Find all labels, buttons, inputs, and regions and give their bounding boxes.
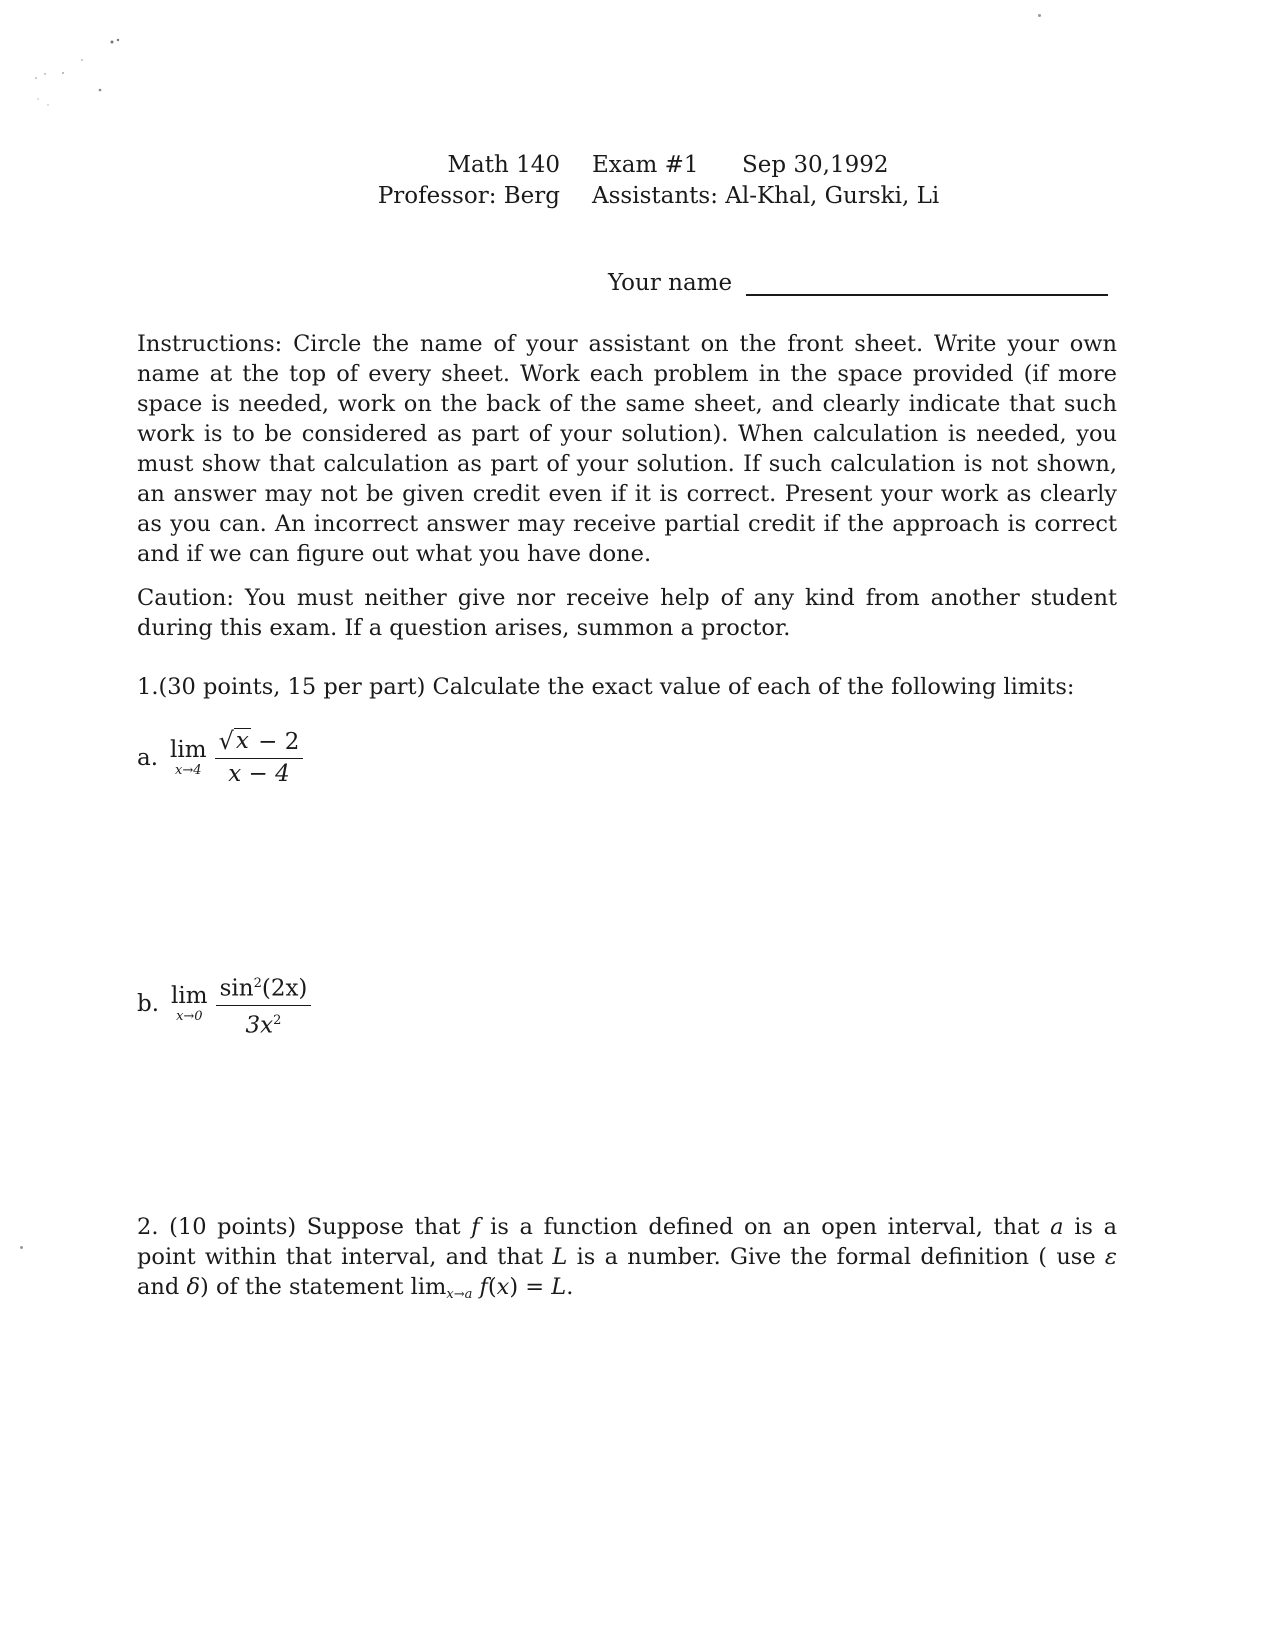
q2-var-a: a [1050, 1214, 1064, 1240]
denominator-power: 2 [273, 1012, 282, 1028]
student-name-field[interactable] [608, 270, 1108, 296]
q2-lim-subscript: x→a [446, 1287, 473, 1302]
header-row-2 [355, 181, 939, 212]
question-1-prompt: 1.(30 points, 15 per part) Calculate the exact value of each of the following limits: [137, 674, 1075, 700]
scan-speck [20, 1246, 23, 1249]
denominator-term: 3x [245, 1012, 274, 1039]
limit-operator [170, 738, 207, 778]
radicand: x [235, 728, 249, 754]
q2-var-L: L [552, 1244, 568, 1270]
name-underline[interactable] [746, 276, 1108, 296]
course-name: Math 140 [447, 152, 560, 178]
q2-text: . [566, 1274, 574, 1300]
q2-text: ) = [509, 1274, 552, 1300]
fraction [216, 970, 312, 1038]
q2-text [472, 1274, 479, 1300]
assistants-list: Assistants: Al-Khal, Gurski, Li [592, 183, 940, 209]
numerator-rest: − 2 [250, 729, 300, 755]
exam-header [355, 150, 939, 212]
numerator [216, 970, 312, 1005]
part-a-label: a. [137, 744, 159, 771]
square-root [219, 728, 251, 753]
q2-text: ( [487, 1274, 497, 1300]
instructions-paragraph: Instructions: Circle the name of your assistant on the front sheet. Write your own name at the top of every sheet. Work each problem in the space provided (if more space is needed, work on the back of the same sheet, and clearly indicate that such work is to be considered as part of your solution). When calculation is needed, you must show that calculation as part of your solution. If such calculation is not shown, an answer may not be given credit even if it is correct. Present your work as clearly as you can. An incorrect answer may receive partial credit if the approach is correct and if we can figure out what you have done. [137, 331, 1117, 567]
question-1a-limit [137, 728, 303, 787]
header-row-1 [355, 150, 939, 181]
lim-word: lim [170, 736, 207, 763]
q2-text: 2. (10 points) Suppose that [137, 1214, 472, 1240]
radical-sign-icon: √ [218, 727, 234, 755]
q2-var-L: L [551, 1274, 567, 1300]
scan-specks [0, 0, 160, 130]
exam-number: Exam #1 [592, 152, 699, 178]
denominator: x − 4 [228, 761, 290, 787]
q2-text: is a function defined on an open interval, that [479, 1214, 1051, 1240]
name-label: Your name [608, 270, 733, 296]
q2-text: is a number. Give the formal definition ( use [567, 1244, 1105, 1270]
q2-epsilon: ε [1104, 1244, 1117, 1270]
q2-var-f: f [479, 1274, 488, 1300]
sin-function: sin [219, 975, 254, 1002]
q2-text: is a point within that interval, and that [137, 1214, 1117, 1270]
part-b-label: b. [137, 991, 160, 1018]
question-2-prompt [137, 1212, 1117, 1310]
q2-var-x: x [496, 1274, 510, 1300]
q2-delta: δ [186, 1274, 201, 1300]
exam-date: Sep 30,1992 [742, 152, 889, 178]
caution-paragraph: Caution: You must neither give nor receive help of any kind from another student during this exam. If a question arises, summon a proctor. [137, 585, 1117, 641]
q2-text: and [137, 1274, 187, 1300]
lim-subscript: x→0 [176, 1009, 203, 1025]
scan-speck [1038, 14, 1041, 17]
q2-text: ) of the statement lim [200, 1274, 447, 1300]
fraction [215, 728, 304, 787]
denominator [242, 1006, 286, 1039]
lim-word: lim [171, 983, 208, 1010]
sin-argument: (2x) [261, 975, 308, 1002]
numerator [215, 728, 304, 758]
lim-subscript: x→4 [175, 762, 202, 778]
limit-operator [171, 984, 208, 1024]
q2-var-f: f [471, 1214, 480, 1240]
professor-name: Professor: Berg [377, 183, 560, 209]
question-1b-limit [137, 970, 311, 1038]
sin-power: 2 [253, 976, 262, 991]
